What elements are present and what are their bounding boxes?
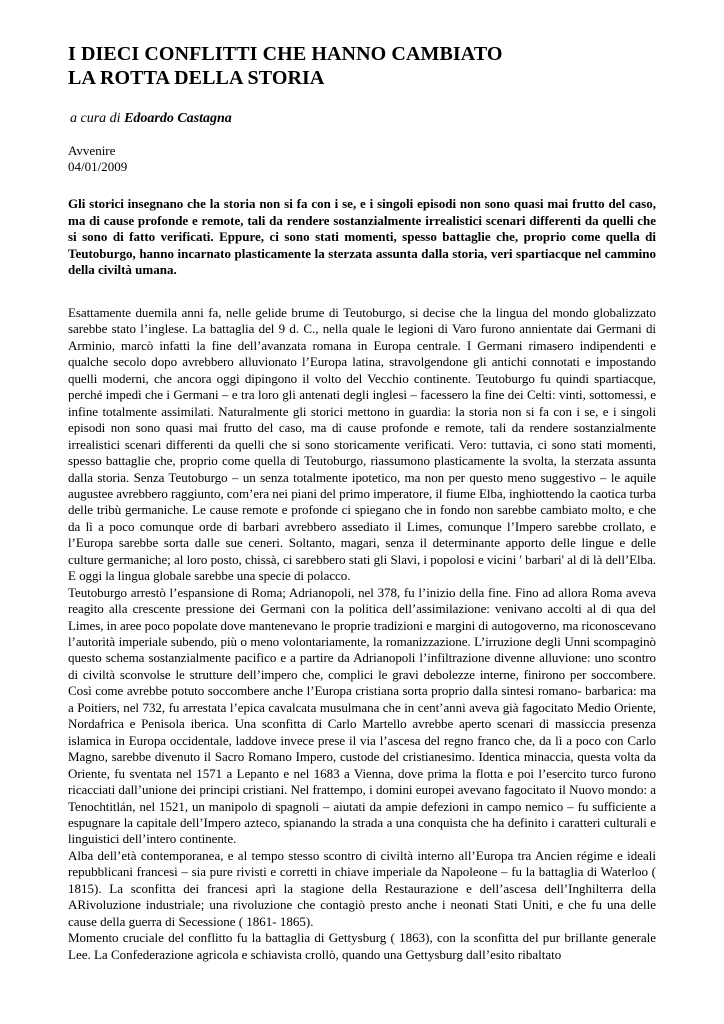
curator-line bbox=[70, 111, 656, 127]
curator-name: Edoardo Castagna bbox=[124, 111, 232, 126]
document-page bbox=[68, 38, 656, 963]
source-block bbox=[68, 143, 656, 175]
body-paragraph-2: Teutoburgo arrestò l’espansione di Roma; Adrianopoli, nel 378, fu l’inizio della fine. Fino ad allora Roma aveva reagito alla crescente pressione dei Germani con la politica dell’assimilazione: venivano accolti al di qua del Limes, in aree poco popolate dove mantenevano le proprie tradizioni e margini di autogoverno, ma riconoscevano l’autorità imperiale subendo, più o meno volontariamente, la romanizzazione. L’irruzione degli Unni scompaginò questo schema sostanzialmente pacifico e a partire da Adrianopoli l’infiltrazione divenne alluvione: uno scontro di civiltà sconvolse le strutture dell’impero che, complici le gravi debolezze interne, finirono per soccombere. Così come avrebbe potuto soccombere anche l’Europa cristiana sorta proprio dalla sintesi romano- barbarica: ma a Poitiers, nel 732, fu arrestata l’epica cavalcata musulmana che in cent’anni aveva già fagocitato Medio Oriente, Nordafrica e Penisola iberica. Una sconfitta di Carlo Martello avrebbe aperto scenari di massiccia presenza islamica in Europa occidentale, laddove invece prese il via l’ascesa del regno franco che, da lì a poco con Carlo Magno, sarebbe divenuto il Sacro Romano Impero, custode del cristianesimo. Identica minaccia, questa volta da Oriente, fu sventata nel 1571 a Lepanto e nel 1683 a Vienna, dove prima la flotta e poi l’esercito turco furono ricacciati dall’unione dei principi cristiani. Nel frattempo, i domini europei avevano fagocitato il Nuovo mondo: a Tenochtitlán, nel 1521, un manipolo di spagnoli – aiutati da ampie defezioni in campo nemico – fu sufficiente a espugnare la capitale dell’Impero azteco, spianando la strada a una conquista che ha definito i caratteri culturali e linguistici dell’intero continente. bbox=[68, 584, 656, 847]
body-paragraph-3: Alba dell’età contemporanea, e al tempo stesso scontro di civiltà interno all’Europa tra Ancien régime e ideali repubblicani francesi – sia pure rivisti e corretti in chiave imperiale da Napoleone – fu la battaglia di Waterloo ( 1815). La sconfitta dei francesi aprì la stagione della Restaurazione e dell’ascesa dell’Inghilterra della ARivoluzione industriale; una rivoluzione che contagiò presto anche i neonati Stati Uniti, e che fu una delle cause della guerra di Secessione ( 1861- 1865). bbox=[68, 847, 656, 929]
article-abstract: Gli storici insegnano che la storia non si fa con i se, e i singoli episodi non sono quasi mai frutto del caso, ma di cause profonde e remote, tali da rendere sostanzialmente irrealistici scenari differenti da quelli che si sono di fatto verificati. Eppure, ci sono stati momenti, spesso battaglie che, proprio come quella di Teutoburgo, hanno incarnato plasticamente la sterzata assunta dalla storia, veri spartiacque nel cammino della civiltà umana. bbox=[68, 196, 656, 278]
source-name: Avvenire bbox=[68, 143, 116, 158]
publication-date: 04/01/2009 bbox=[68, 159, 128, 174]
body-paragraph-4: Momento cruciale del conflitto fu la battaglia di Gettysburg ( 1863), con la sconfitta del pur brillante generale Lee. La Confederazione agricola e schiavista crollò, quando una Gettysburg dall’esito ribaltato bbox=[68, 930, 656, 962]
curator-prefix: a cura di bbox=[70, 111, 125, 126]
body-paragraph-1: Esattamente duemila anni fa, nelle gelide brume di Teutoburgo, si decise che la lingua del mondo globalizzato sarebbe stato l’inglese. La battaglia del 9 d. C., nella quale le legioni di Varo furono annientate dai Germani di Arminio, marcò infatti la fine dell’avanzata romana in Europa centrale. I Germani rimasero indipendenti e qualche secolo dopo avrebbero alluvionato l’Europa latina, stravolgendone gli antichi connotati e impostando quelli moderni, che ancora oggi dipingono il volto del Vecchio continente. Teutoburgo fu quindi spartiacque, perché impedì che i Germani – e tra loro gli antenati degli inglesi – facessero la fine dei Celti: vinti, sottomessi, e infine totalmente assimilati. Naturalmente gli storici mettono in guardia: la storia non si fa con i se, e i singoli episodi non sono quasi mai frutto del caso, ma di cause profonde e remote, tali da rendere sostanzialmente irrealistici scenari differenti da quelli che si sono storicamente verificati. Vero: tuttavia, ci sono stati momenti, spesso battaglie che, proprio come quella di Teutoburgo, riassumono plasticamente la svolta, la sterzata assunta dalla storia. Senza Teutoburgo – un senza totalmente ipotetico, ma non per questo meno suggestivo – le aquile augustee avrebbero raggiunto, com’era nei piani del primo imperatore, il fiume Elba, inghiottendo la caotica turba delle tribù germaniche. Le cause remote e profonde ci spiegano che in fondo non sarebbe cambiato molto, e che da lì a poco comunque orde di barbari avrebbero assediato il Limes, comunque l’Impero sarebbe crollato, e l’Europa sarebbe sorta dalle sue ceneri. Soltanto, magari, senza il determinante apporto delle lingue e delle culture germaniche; al loro posto, chissà, ci sarebbero stati gli Slavi, i popolosi e vicini ' barbari' al di là dell’Elba. E oggi la lingua globale sarebbe una specie di polacco. bbox=[68, 304, 656, 584]
title-line-2: LA ROTTA DELLA STORIA bbox=[68, 67, 325, 89]
article-title bbox=[68, 42, 656, 90]
title-line-1: I DIECI CONFLITTI CHE HANNO CAMBIATO bbox=[68, 43, 503, 65]
article-body bbox=[68, 305, 656, 963]
